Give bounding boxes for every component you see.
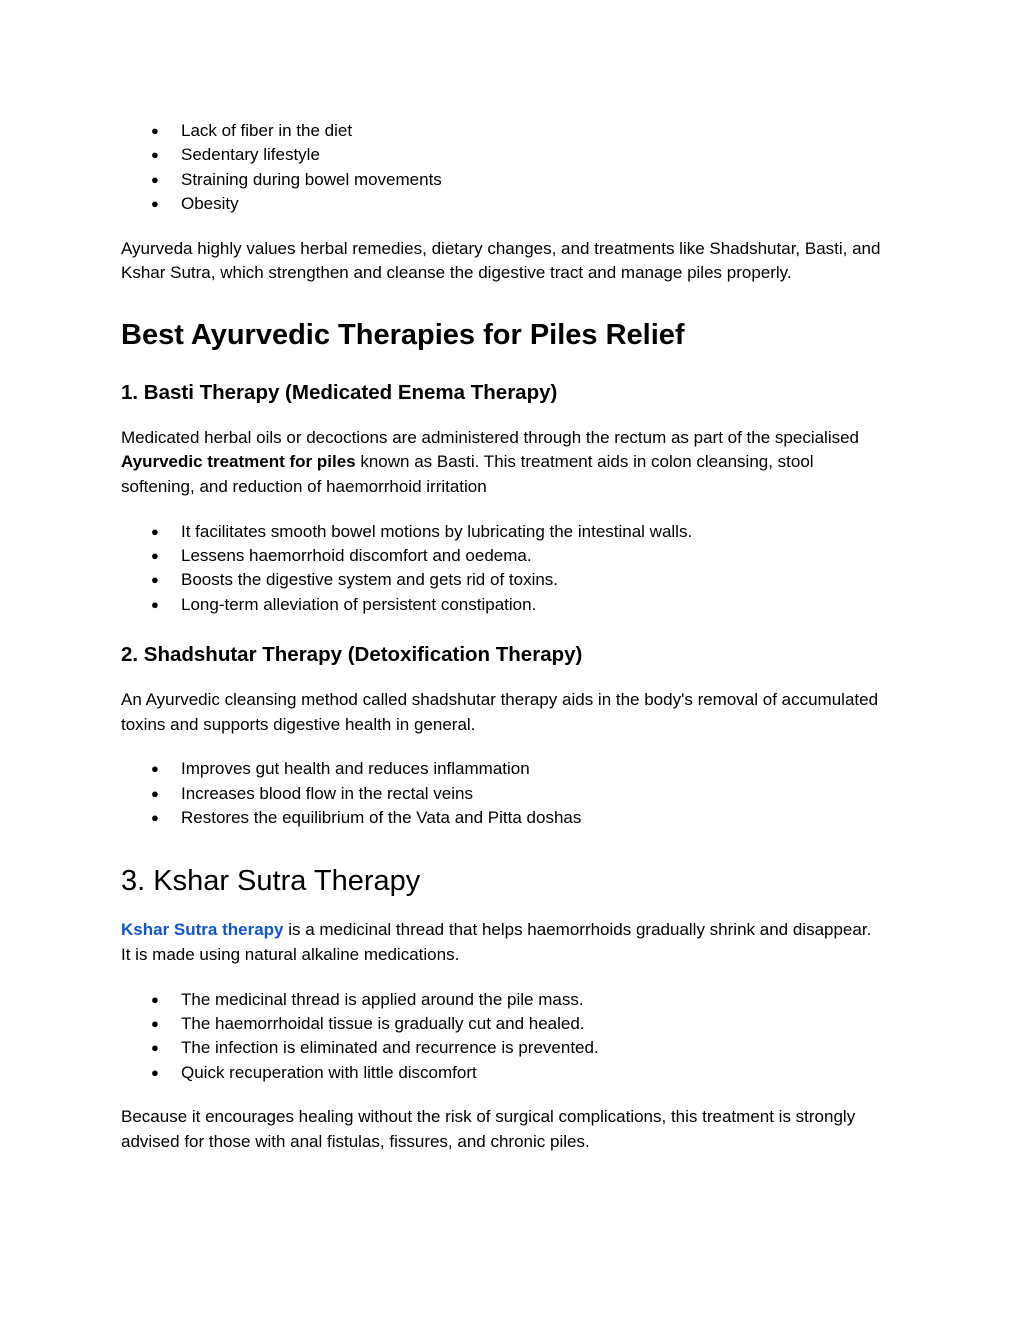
list-item: ● Lessens haemorrhoid discomfort and oedema. bbox=[121, 544, 881, 568]
closing-paragraph: Because it encourages healing without the risk of surgical complications, this treatment is strongly advised for those with anal fistulas, fissures, and chronic piles. bbox=[121, 1107, 856, 1151]
list-item: ● Straining during bowel movements bbox=[121, 168, 881, 192]
shadshutar-benefits-list bbox=[121, 757, 881, 830]
basti-benefits-list bbox=[121, 520, 881, 618]
bullet-icon: ● bbox=[151, 196, 159, 212]
bullet-icon: ● bbox=[151, 523, 159, 539]
emphasis-text: Ayurvedic treatment for piles bbox=[121, 452, 356, 472]
bullet-icon: ● bbox=[151, 1040, 159, 1056]
intro-paragraph: Ayurveda highly values herbal remedies, dietary changes, and treatments like Shadshutar, Basti, and Kshar Sutra, which strengthen and cleanse the digestive tract and manage piles properly. bbox=[121, 238, 881, 283]
bullet-icon: ● bbox=[151, 572, 159, 588]
list-item: ● Improves gut health and reduces inflammation bbox=[121, 757, 881, 781]
kshar-sutra-link[interactable]: Kshar Sutra therapy bbox=[121, 920, 284, 940]
list-item: ● It facilitates smooth bowel motions by lubricating the intestinal walls. bbox=[121, 520, 881, 544]
list-item: ● Quick recuperation with little discomfort bbox=[121, 1061, 881, 1085]
shadshutar-heading: 2. Shadshutar Therapy (Detoxification Therapy) bbox=[121, 643, 583, 667]
list-item: ● Sedentary lifestyle bbox=[121, 143, 881, 167]
bullet-icon: ● bbox=[151, 1016, 159, 1032]
bullet-icon: ● bbox=[151, 785, 159, 801]
list-item: ● The medicinal thread is applied around the pile mass. bbox=[121, 988, 881, 1012]
list-item: ● Boosts the digestive system and gets rid of toxins. bbox=[121, 568, 881, 592]
kshar-benefits-list bbox=[121, 988, 881, 1086]
document-page bbox=[121, 117, 881, 1154]
list-item: ● Lack of fiber in the diet bbox=[121, 119, 881, 143]
list-item: ● The haemorrhoidal tissue is gradually cut and healed. bbox=[121, 1012, 881, 1036]
bullet-icon: ● bbox=[151, 123, 159, 138]
list-item: ● Restores the equilibrium of the Vata and Pitta doshas bbox=[121, 806, 881, 830]
causes-list bbox=[121, 119, 881, 217]
section-title: Best Ayurvedic Therapies for Piles Relief bbox=[121, 318, 685, 351]
bullet-icon: ● bbox=[151, 171, 159, 187]
bullet-icon: ● bbox=[151, 547, 159, 563]
bullet-icon: ● bbox=[151, 1064, 159, 1080]
list-item: ● Increases blood flow in the rectal veins bbox=[121, 782, 881, 806]
kshar-heading: 3. Kshar Sutra Therapy bbox=[121, 865, 421, 898]
basti-heading: 1. Basti Therapy (Medicated Enema Therapy) bbox=[121, 380, 558, 404]
list-item: ● Obesity bbox=[121, 192, 881, 216]
kshar-paragraph: Kshar Sutra therapy is a medicinal thread that helps haemorrhoids gradually shrink and disappear. It is made using natural alkaline medications. bbox=[121, 920, 872, 965]
shadshutar-paragraph: An Ayurvedic cleansing method called shadshutar therapy aids in the body's removal of accumulated toxins and supports digestive health in general. bbox=[121, 690, 879, 734]
bullet-icon: ● bbox=[151, 761, 159, 777]
list-item: ● Long-term alleviation of persistent constipation. bbox=[121, 593, 881, 617]
list-item: ● The infection is eliminated and recurrence is prevented. bbox=[121, 1036, 881, 1060]
bullet-icon: ● bbox=[151, 810, 159, 826]
bullet-icon: ● bbox=[151, 147, 159, 163]
basti-paragraph: Medicated herbal oils or decoctions are administered through the rectum as part of the specialised Ayurvedic treatment for piles known as Basti. This treatment aids in colon cleansing, stool softening, and reduction of haemorrhoid irritation bbox=[121, 427, 860, 496]
bullet-icon: ● bbox=[151, 596, 159, 612]
bullet-icon: ● bbox=[151, 991, 159, 1007]
